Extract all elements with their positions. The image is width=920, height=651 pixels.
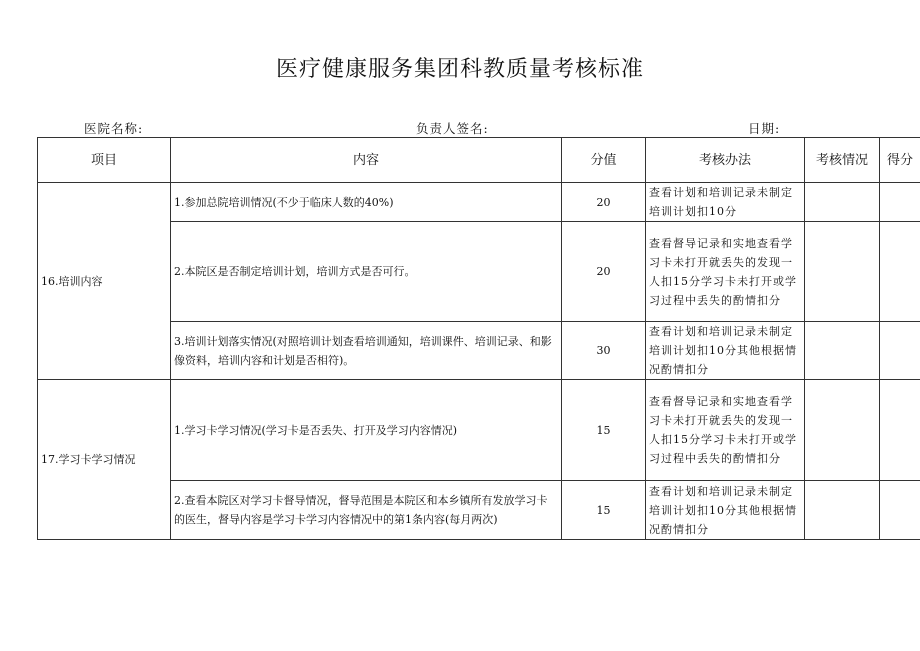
group-item-17: 17.学习卡学习情况 bbox=[38, 380, 171, 540]
row-points: 20 bbox=[562, 222, 646, 322]
table-row bbox=[38, 322, 920, 380]
hospital-name-label: 医院名称: bbox=[84, 121, 144, 136]
assessment-table bbox=[37, 137, 920, 540]
check-cell[interactable] bbox=[805, 322, 880, 380]
header-points: 分值 bbox=[562, 138, 646, 183]
check-cell[interactable] bbox=[805, 222, 880, 322]
header-check: 考核情况 bbox=[805, 138, 880, 183]
table-row bbox=[38, 481, 920, 540]
table-header-row bbox=[38, 138, 920, 183]
table-row bbox=[38, 183, 920, 222]
row-method: 查看计划和培训记录未制定培训计划扣10分其他根据情况酌情扣分 bbox=[646, 481, 805, 540]
row-content: 1.参加总院培训情况(不少于临床人数的40%) bbox=[171, 183, 562, 222]
row-points: 30 bbox=[562, 322, 646, 380]
row-points: 15 bbox=[562, 380, 646, 481]
row-method: 查看督导记录和实地查看学习卡未打开就丢失的发现一人扣15分学习卡未打开或学习过程中丢失的酌情扣分 bbox=[646, 222, 805, 322]
row-content: 2.查看本院区对学习卡督导情况，督导范围是本院区和本乡镇所有发放学习卡的医生，督导内容是学习卡学习内容情况中的第1条内容(每月两次) bbox=[171, 481, 562, 540]
check-cell[interactable] bbox=[805, 481, 880, 540]
check-cell[interactable] bbox=[805, 380, 880, 481]
header-item: 项目 bbox=[38, 138, 171, 183]
check-cell[interactable] bbox=[805, 183, 880, 222]
score-cell[interactable] bbox=[880, 481, 920, 540]
row-content: 1.学习卡学习情况(学习卡是否丢失、打开及学习内容情况) bbox=[171, 380, 562, 481]
row-points: 20 bbox=[562, 183, 646, 222]
row-method: 查看计划和培训记录未制定培训计划扣10分其他根据情况酌情扣分 bbox=[646, 322, 805, 380]
row-content: 2.本院区是否制定培训计划，培训方式是否可行。 bbox=[171, 222, 562, 322]
header-content: 内容 bbox=[171, 138, 562, 183]
date-label: 日期: bbox=[748, 121, 781, 136]
table-row bbox=[38, 222, 920, 322]
table-row bbox=[38, 380, 920, 481]
header-score: 得分 bbox=[880, 138, 920, 183]
score-cell[interactable] bbox=[880, 322, 920, 380]
score-cell[interactable] bbox=[880, 183, 920, 222]
row-content: 3.培训计划落实情况(对照培训计划查看培训通知，培训课件、培训记录、和影像资料，培训内容和计划是否相符)。 bbox=[171, 322, 562, 380]
signature-label: 负责人签名: bbox=[416, 121, 489, 136]
header-method: 考核办法 bbox=[646, 138, 805, 183]
group-item-16: 16.培训内容 bbox=[38, 183, 171, 380]
score-cell[interactable] bbox=[880, 222, 920, 322]
score-cell[interactable] bbox=[880, 380, 920, 481]
page-title: 医疗健康服务集团科教质量考核标准 bbox=[275, 57, 644, 82]
row-points: 15 bbox=[562, 481, 646, 540]
row-method: 查看计划和培训记录未制定培训计划扣10分 bbox=[646, 183, 805, 222]
row-method: 查看督导记录和实地查看学习卡未打开就丢失的发现一人扣15分学习卡未打开或学习过程中丢失的酌情扣分 bbox=[646, 380, 805, 481]
